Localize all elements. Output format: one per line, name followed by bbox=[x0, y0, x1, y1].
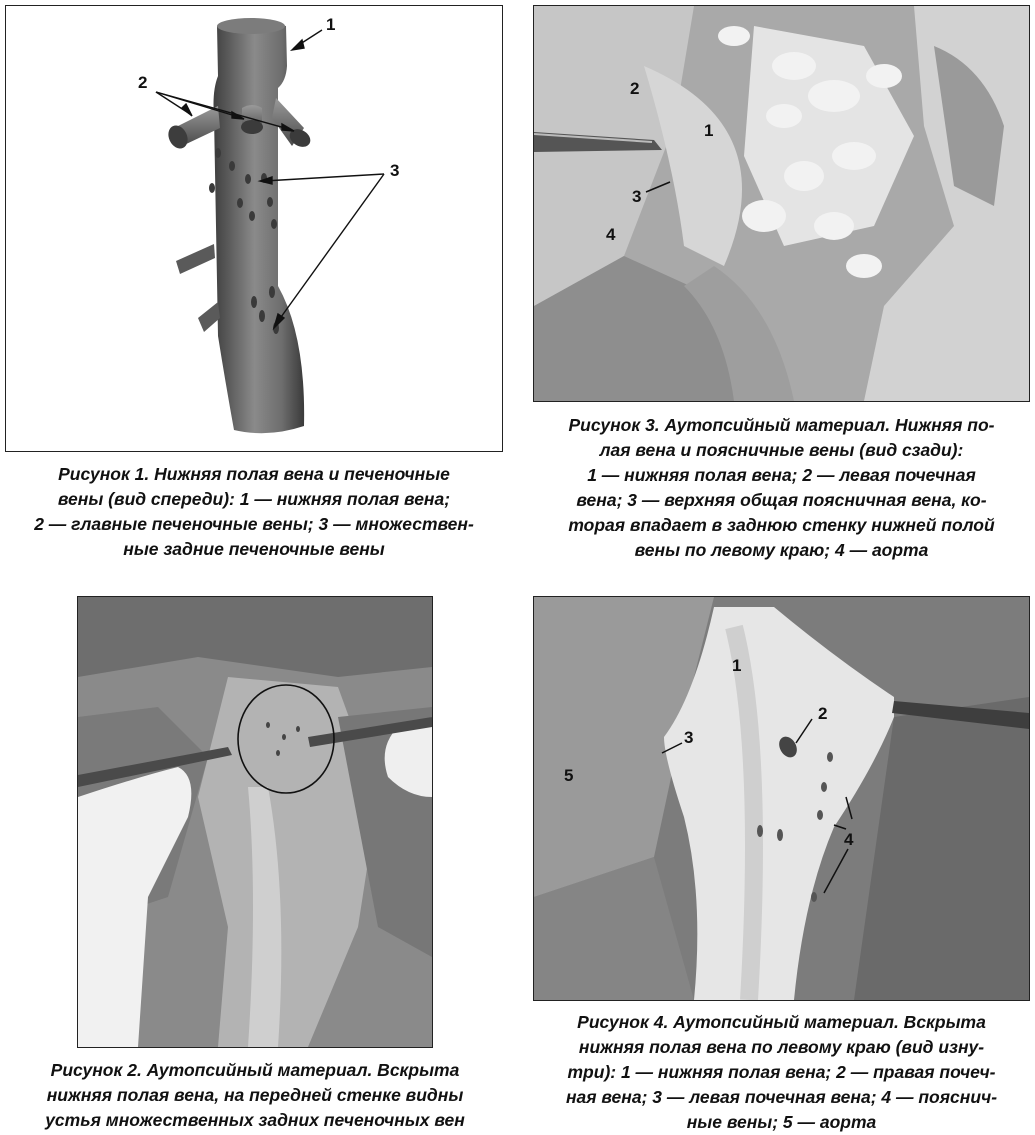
figure-4-caption: Рисунок 4. Аутопсийный материал. Вскрыта нижняя полая вена по левому краю (вид изну- три): 1 — нижняя полая вена; 2 — правая почеч- ная вена; 3 — левая почечная вена; 4 — пояснич- ные вены; 5 — аорта bbox=[565, 1012, 998, 1132]
figure-2-caption: Рисунок 2. Аутопсийный материал. Вскрыта нижняя полая вена, на передней стенке видны устья множественных задних печеночных вен bbox=[45, 1060, 465, 1130]
autopsy-photo-2 bbox=[78, 597, 432, 1047]
fig4-label-2: 2 bbox=[818, 704, 828, 723]
figure-1-caption: Рисунок 1. Нижняя полая вена и печеночные вены (вид спереди): 1 — нижняя полая вена; 2 — главные печеночные вены; 3 — множествен- ные задние печеночные вены bbox=[34, 464, 474, 559]
figure-3-image bbox=[533, 5, 1030, 402]
lateral-branch bbox=[176, 244, 215, 274]
fig1-label-2: 2 bbox=[138, 73, 148, 92]
figure-1-image bbox=[5, 5, 503, 452]
fig4-label-4: 4 bbox=[844, 830, 854, 849]
fig3-label-4: 4 bbox=[606, 225, 616, 244]
lateral-branch bbox=[198, 302, 220, 332]
fig4-label-5: 5 bbox=[564, 766, 574, 785]
ivc-model-illustration bbox=[6, 6, 502, 451]
fig3-label-1: 1 bbox=[704, 121, 714, 140]
autopsy-photo-3 bbox=[534, 6, 1029, 401]
fig4-label-3: 3 bbox=[684, 728, 694, 747]
figure-3-caption: Рисунок 3. Аутопсийный материал. Нижняя по- лая вена и поясничные вены (вид сзади): 1 — нижняя полая вена; 2 — левая почечная вена; 3 — верхняя общая поясничная вена, ко- торая впадает в заднюю стенку нижней полой вены по левому краю; 4 — аорта bbox=[568, 415, 995, 560]
fig3-label-2: 2 bbox=[630, 79, 640, 98]
ivc-body bbox=[214, 22, 305, 433]
fig1-label-1: 1 bbox=[326, 15, 336, 34]
figure-2-image bbox=[77, 596, 433, 1048]
figure-4-image bbox=[533, 596, 1030, 1001]
fig4-label-1: 1 bbox=[732, 656, 742, 675]
fig3-label-3: 3 bbox=[632, 187, 642, 206]
fig1-label-3: 3 bbox=[390, 161, 400, 180]
autopsy-photo-4 bbox=[534, 597, 1029, 1000]
